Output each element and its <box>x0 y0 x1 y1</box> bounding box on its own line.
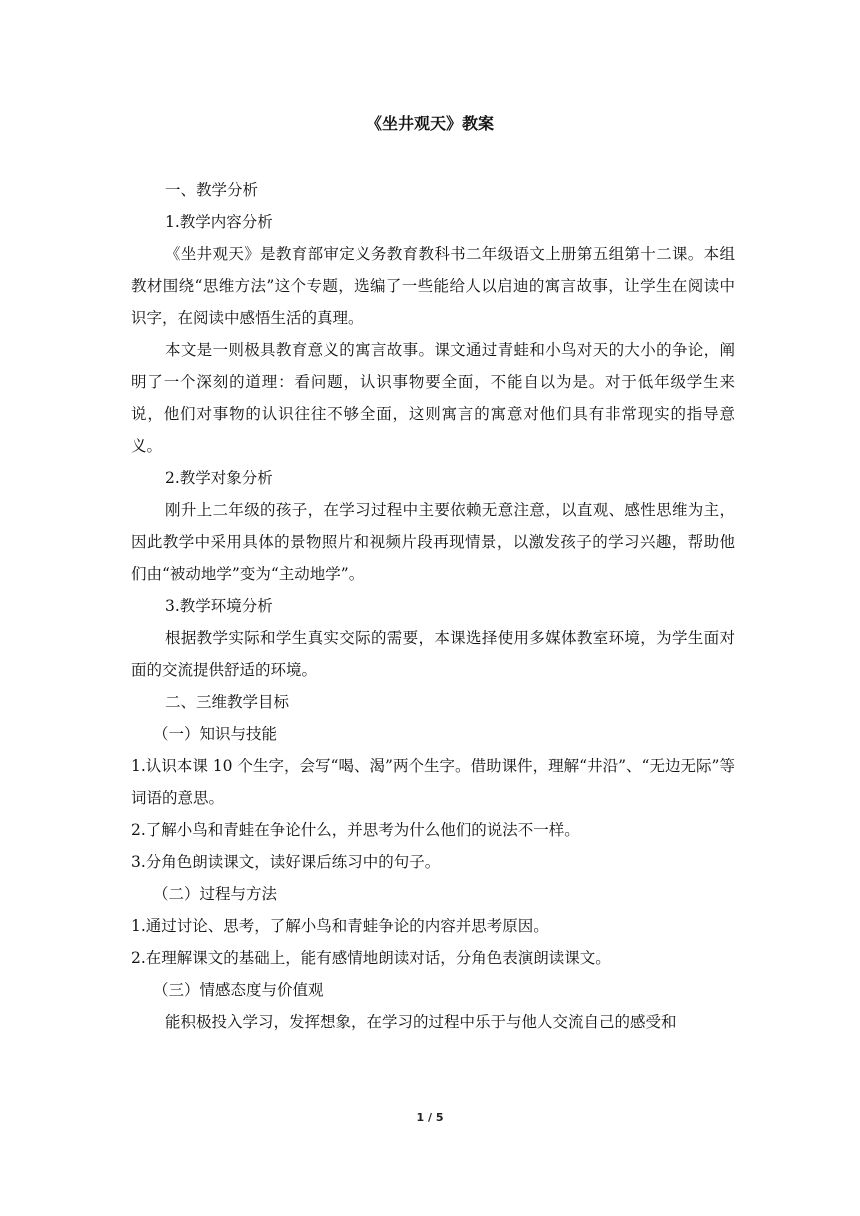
body-paragraph: 刚升上二年级的孩子，在学习过程中主要依赖无意注意，以直观、感性思维为主，因此教学中采用具体的景物照片和视频片段再现情景，以激发孩子的学习兴趣，帮助他们由“被动地学”变为“主动地学”。 <box>131 501 735 583</box>
body-paragraph: 《坐井观天》是教育部审定义务教育教科书二年级语文上册第五组第十二课。本组教材围绕“思维方法”这个专题，选编了一些能给人以启迪的寓言故事，让学生在阅读中识字，在阅读中感悟生活的真理。 <box>131 245 735 327</box>
subsection-heading: 3.教学环境分析 <box>165 597 273 615</box>
subsection-heading: 2.教学对象分析 <box>165 469 273 487</box>
list-item: 1.认识本课 10 个生字，会写“喝、渴”两个生字。借助课件，理解“井沿”、“无边无际”等词语的意思。 <box>131 757 735 807</box>
body-paragraph: 根据教学实际和学生真实交际的需要，本课选择使用多媒体教室环境，为学生面对面的交流提供舒适的环境。 <box>131 629 735 679</box>
list-item: 1.通过讨论、思考，了解小鸟和青蛙争论的内容并思考原因。 <box>131 917 549 935</box>
document-body <box>131 174 735 1038</box>
section-heading: 一、教学分析 <box>165 181 259 199</box>
page-number: 1 / 5 <box>416 1111 444 1124</box>
subsection-heading: 1.教学内容分析 <box>165 213 273 231</box>
list-item: 3.分角色朗读课文，读好课后练习中的句子。 <box>131 853 441 871</box>
subsection-heading: （三）情感态度与价值观 <box>153 981 324 999</box>
list-item: 2.在理解课文的基础上，能有感情地朗读对话，分角色表演朗读课文。 <box>131 949 611 967</box>
body-paragraph: 本文是一则极具教育意义的寓言故事。课文通过青蛙和小鸟对天的大小的争论，阐明了一个深刻的道理：看问题，认识事物要全面，不能自以为是。对于低年级学生来说，他们对事物的认识往往不够全面，这则寓言的寓意对他们具有非常现实的指导意义。 <box>131 341 735 455</box>
document-title: 《坐井观天》教案 <box>365 114 494 133</box>
body-paragraph: 能积极投入学习，发挥想象，在学习的过程中乐于与他人交流自己的感受和 <box>165 1013 677 1031</box>
list-item: 2.了解小鸟和青蛙在争论什么，并思考为什么他们的说法不一样。 <box>131 821 580 839</box>
subsection-heading: （二）过程与方法 <box>153 885 278 903</box>
subsection-heading: （一）知识与技能 <box>153 725 278 743</box>
section-heading: 二、三维教学目标 <box>165 693 290 711</box>
